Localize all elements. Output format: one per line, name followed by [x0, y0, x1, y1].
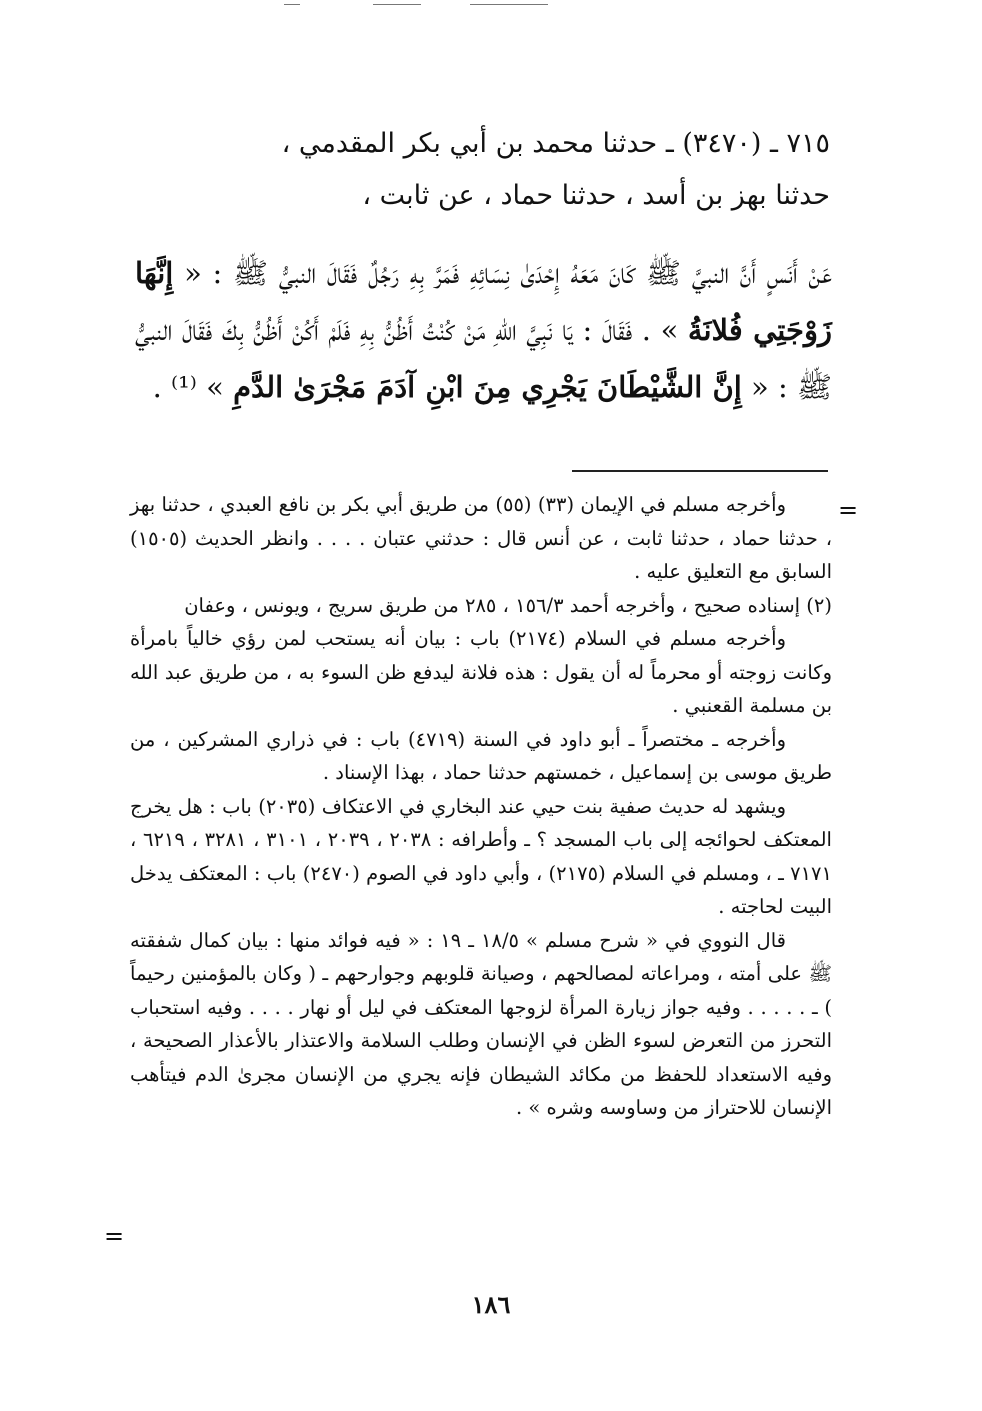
top-edge-marks — [0, 0, 982, 10]
top-edge-mark — [284, 4, 300, 5]
hadith-header-line-2: حدثنا بهز بن أسد ، حدثنا حماد ، عن ثابت ، — [362, 180, 830, 211]
footnotes-section — [130, 488, 832, 1125]
footnote-paragraph: وأخرجه ـ مختصراً ـ أبو داود في السنة (٤٧١٩) باب : في ذراري المشركين ، من طريق موسى بن إسماعيل ، خمستهم حدثنا حماد ، بهذا الإسناد . — [130, 727, 832, 784]
hadith-prophet-saying-1: إِنَّهَا زَوْجَتِي فُلانَةُ — [135, 256, 832, 347]
hadith-chain-of-narration — [150, 118, 830, 222]
page-number: ١٨٦ — [471, 1290, 511, 1319]
footnote-paragraph: وأخرجه مسلم في الإيمان (٣٣) (٥٥) من طريق أبي بكر بن نافع العبدي ، حدثنا بهز ، حدثنا حماد ، حدثنا ثابت ، عن أنس قال : حدثني عتبان . . . . وانظر الحديث (١٥٠٥) السابق مع التعليق عليه . — [130, 493, 832, 583]
continued-from-previous-mark: = — [838, 496, 859, 524]
hadith-text-part-1: عَنْ أَنَسٍ أَنَّ النبيَّ ﷺ كَانَ مَعَهُ إِحْدَىٰ نِسَائِهِ فَمَرَّ بِهِ رَجُلٌ فَقَالَ النبيُّ ﷺ : « — [173, 256, 832, 290]
footnote-separator-line — [572, 470, 828, 472]
footnote-paragraph: (٢) إسناده صحيح ، وأخرجه أحمد ١٥٦/٣ ، ٢٨٥ من طريق سريج ، ويونس ، وعفان — [184, 593, 832, 617]
footnote-paragraph: قال النووي في « شرح مسلم » ١٨/٥ ـ ١٩ : « فيه فوائد منها : بيان كمال شفقته ﷺ على أمته ، ومراعاته لمصالحهم ، وصيانة قلوبهم وجوارحهم ـ ( وكان بالمؤمنين رحيماً ) ـ . . . . . وفيه جواز زيارة المرأة لزوجها المعتكف في ليل أو نهار . . . . وفيه استحباب التحرز من التعرض لسوء الظن في الإنسان وطلب السلامة والاعتذار بالأعذار الصحيحة ، وفيه الاستعداد للحفظ من مكائد الشيطان فإنه يجري من الإنسان مجرىٰ الدم فيتأهب الإنسان للاحتراز من وساوسه وشره » . — [130, 928, 832, 1119]
top-edge-mark — [470, 4, 548, 5]
footnote-paragraph: وأخرجه مسلم في السلام (٢١٧٤) باب : بيان أنه يستحب لمن رؤي خالياً بامرأة وكانت زوجته أو محرماً له أن يقول : هذه فلانة ليدفع ظن السوء به ، من طريق عبد الله بن مسلمة القعنبي . — [130, 627, 832, 717]
hadith-header-line-1: ٧١٥ ـ (٣٤٧٠) ـ حدثنا محمد بن أبي بكر المقدمي ، — [281, 128, 830, 159]
hadith-text-part-3: » ⁽¹⁾ . — [152, 370, 234, 404]
hadith-prophet-saying-2: إِنَّ الشَّيْطَانَ يَجْرِي مِنَ ابْنِ آدَمَ مَجْرَىٰ الدَّمِ — [233, 370, 742, 404]
hadith-main-text — [135, 245, 832, 416]
continued-on-next-mark: = — [104, 1222, 125, 1250]
hadith-text-part-2: » . فَقَالَ : يَا نَبِيَّ اللهِ مَنْ كُنْتُ أَظُنُّ بِهِ فَلَمْ أَكُنْ أَظُنُّ بِكَ فَقَالَ النبيُّ ﷺ : « — [135, 313, 832, 404]
footnote-paragraph: ويشهد له حديث صفية بنت حيي عند البخاري في الاعتكاف (٢٠٣٥) باب : هل يخرج المعتكف لحوائجه إلى باب المسجد ؟ ـ وأطرافه : ٢٠٣٨ ، ٢٠٣٩ ، ٣١٠١ ، ٣٢٨١ ، ٦٢١٩ ، ٧١٧١ ـ ، ومسلم في السلام (٢١٧٥) ، وأبي داود في الصوم (٢٤٧٠) باب : المعتكف يدخل البيت لحاجته . — [130, 794, 832, 918]
top-edge-mark — [373, 4, 421, 5]
